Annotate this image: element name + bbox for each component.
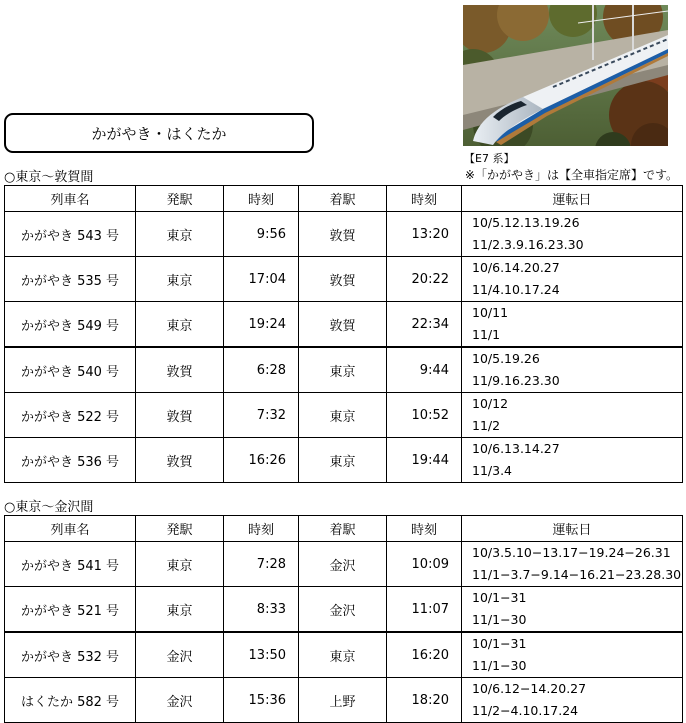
arrival-time-cell: 10:09 (387, 542, 462, 587)
table-row (5, 347, 683, 393)
departure-station-cell: 東京 (136, 302, 224, 348)
timetable-tokyo-tsuruga (4, 185, 683, 483)
operation-days-line: 10/3.5.10−13.17−19.24−26.31 (472, 545, 671, 560)
operation-days-line: 11/3.4 (472, 463, 512, 478)
departure-time-cell: 15:36 (224, 678, 299, 723)
arrival-time-cell: 19:44 (387, 438, 462, 483)
arrival-time-cell: 11:07 (387, 587, 462, 633)
header-departure-station: 発駅 (136, 516, 224, 542)
table-body (5, 212, 683, 483)
arrival-time-cell: 22:34 (387, 302, 462, 348)
operation-days-line: 10/11 (472, 305, 509, 320)
departure-time-cell: 7:32 (224, 393, 299, 438)
arrival-time-cell: 18:20 (387, 678, 462, 723)
departure-time-cell: 13:50 (224, 632, 299, 678)
arrival-time-cell: 16:20 (387, 632, 462, 678)
table-row (5, 678, 683, 723)
header-train-name: 列車名 (5, 186, 136, 212)
operation-days-line: 11/2−4.10.17.24 (472, 703, 579, 718)
operation-days-line: 11/1−3.7−9.14−16.21−23.28.30 (472, 567, 682, 582)
operation-days-line: 10/12 (472, 396, 509, 411)
arrival-station-cell: 東京 (299, 438, 387, 483)
operation-days-cell (462, 347, 683, 393)
departure-time-cell: 7:28 (224, 542, 299, 587)
departure-station-cell: 敦賀 (136, 347, 224, 393)
header-departure-time: 時刻 (224, 516, 299, 542)
operation-days-line: 10/5.12.13.19.26 (472, 215, 580, 230)
arrival-station-cell: 敦賀 (299, 212, 387, 257)
operation-days-cell (462, 212, 683, 257)
train-name-cell: はくたか 582 号 (5, 678, 136, 723)
operation-days-line: 10/6.13.14.27 (472, 441, 560, 456)
table-header-row (5, 186, 683, 212)
table-row (5, 587, 683, 633)
operation-days-cell (462, 438, 683, 483)
header-operation-days: 運転日 (462, 186, 683, 212)
photo-caption: 【E7 系】 (464, 152, 515, 165)
arrival-station-cell: 敦賀 (299, 257, 387, 302)
operation-days-line: 11/1−30 (472, 612, 527, 627)
table-row (5, 632, 683, 678)
operation-days-line: 10/6.12−14.20.27 (472, 681, 587, 696)
operation-days-cell (462, 393, 683, 438)
departure-station-cell: 東京 (136, 587, 224, 633)
departure-station-cell: 東京 (136, 257, 224, 302)
operation-days-line: 11/4.10.17.24 (472, 282, 560, 297)
operation-days-line: 10/5.19.26 (472, 351, 540, 366)
departure-time-cell: 6:28 (224, 347, 299, 393)
departure-station-cell: 敦賀 (136, 393, 224, 438)
arrival-station-cell: 金沢 (299, 587, 387, 633)
table-row (5, 438, 683, 483)
timetable-tokyo-kanazawa (4, 515, 683, 723)
title-box (4, 113, 314, 153)
train-name-cell: かがやき 541 号 (5, 542, 136, 587)
arrival-time-cell: 20:22 (387, 257, 462, 302)
departure-station-cell: 金沢 (136, 678, 224, 723)
operation-days-cell (462, 257, 683, 302)
operation-days-line: 11/2.3.9.16.23.30 (472, 237, 584, 252)
departure-time-cell: 17:04 (224, 257, 299, 302)
operation-days-line: 10/1−31 (472, 590, 527, 605)
header-arrival-time: 時刻 (387, 186, 462, 212)
header-arrival-station: 着駅 (299, 186, 387, 212)
arrival-station-cell: 上野 (299, 678, 387, 723)
header-operation-days: 運転日 (462, 516, 683, 542)
table-row (5, 212, 683, 257)
arrival-time-cell: 9:44 (387, 347, 462, 393)
table-row (5, 542, 683, 587)
section-heading-tokyo-kanazawa: ○東京～金沢間 (4, 500, 94, 515)
table-row (5, 393, 683, 438)
departure-station-cell: 東京 (136, 542, 224, 587)
operation-days-cell (462, 587, 683, 633)
departure-station-cell: 金沢 (136, 632, 224, 678)
departure-time-cell: 16:26 (224, 438, 299, 483)
train-name-cell: かがやき 532 号 (5, 632, 136, 678)
header-arrival-time: 時刻 (387, 516, 462, 542)
train-photo (463, 5, 668, 146)
departure-time-cell: 8:33 (224, 587, 299, 633)
train-name-cell: かがやき 536 号 (5, 438, 136, 483)
train-name-cell: かがやき 521 号 (5, 587, 136, 633)
table-row (5, 302, 683, 348)
departure-time-cell: 19:24 (224, 302, 299, 348)
header-departure-station: 発駅 (136, 186, 224, 212)
train-name-cell: かがやき 535 号 (5, 257, 136, 302)
departure-station-cell: 東京 (136, 212, 224, 257)
train-name-cell: かがやき 549 号 (5, 302, 136, 348)
page-title: かがやき・はくたか (91, 124, 227, 143)
header-departure-time: 時刻 (224, 186, 299, 212)
reserved-seat-note: ※「かがやき」は【全車指定席】です。 (464, 168, 678, 182)
section-heading-tokyo-tsuruga: ○東京～敦賀間 (4, 170, 94, 185)
arrival-station-cell: 敦賀 (299, 302, 387, 348)
departure-time-cell: 9:56 (224, 212, 299, 257)
table-header-row (5, 516, 683, 542)
arrival-time-cell: 10:52 (387, 393, 462, 438)
train-name-cell: かがやき 540 号 (5, 347, 136, 393)
operation-days-line: 11/2 (472, 418, 501, 433)
operation-days-line: 10/6.14.20.27 (472, 260, 560, 275)
arrival-station-cell: 東京 (299, 347, 387, 393)
train-name-cell: かがやき 522 号 (5, 393, 136, 438)
header-train-name: 列車名 (5, 516, 136, 542)
table-row (5, 257, 683, 302)
header-arrival-station: 着駅 (299, 516, 387, 542)
arrival-station-cell: 金沢 (299, 542, 387, 587)
train-name-cell: かがやき 543 号 (5, 212, 136, 257)
departure-station-cell: 敦賀 (136, 438, 224, 483)
table-body (5, 542, 683, 723)
operation-days-line: 11/1−30 (472, 658, 527, 673)
arrival-station-cell: 東京 (299, 393, 387, 438)
operation-days-line: 11/9.16.23.30 (472, 373, 560, 388)
arrival-time-cell: 13:20 (387, 212, 462, 257)
operation-days-cell (462, 302, 683, 348)
operation-days-cell (462, 542, 683, 587)
operation-days-cell (462, 678, 683, 723)
operation-days-line: 11/1 (472, 327, 501, 342)
arrival-station-cell: 東京 (299, 632, 387, 678)
operation-days-line: 10/1−31 (472, 636, 527, 651)
operation-days-cell (462, 632, 683, 678)
